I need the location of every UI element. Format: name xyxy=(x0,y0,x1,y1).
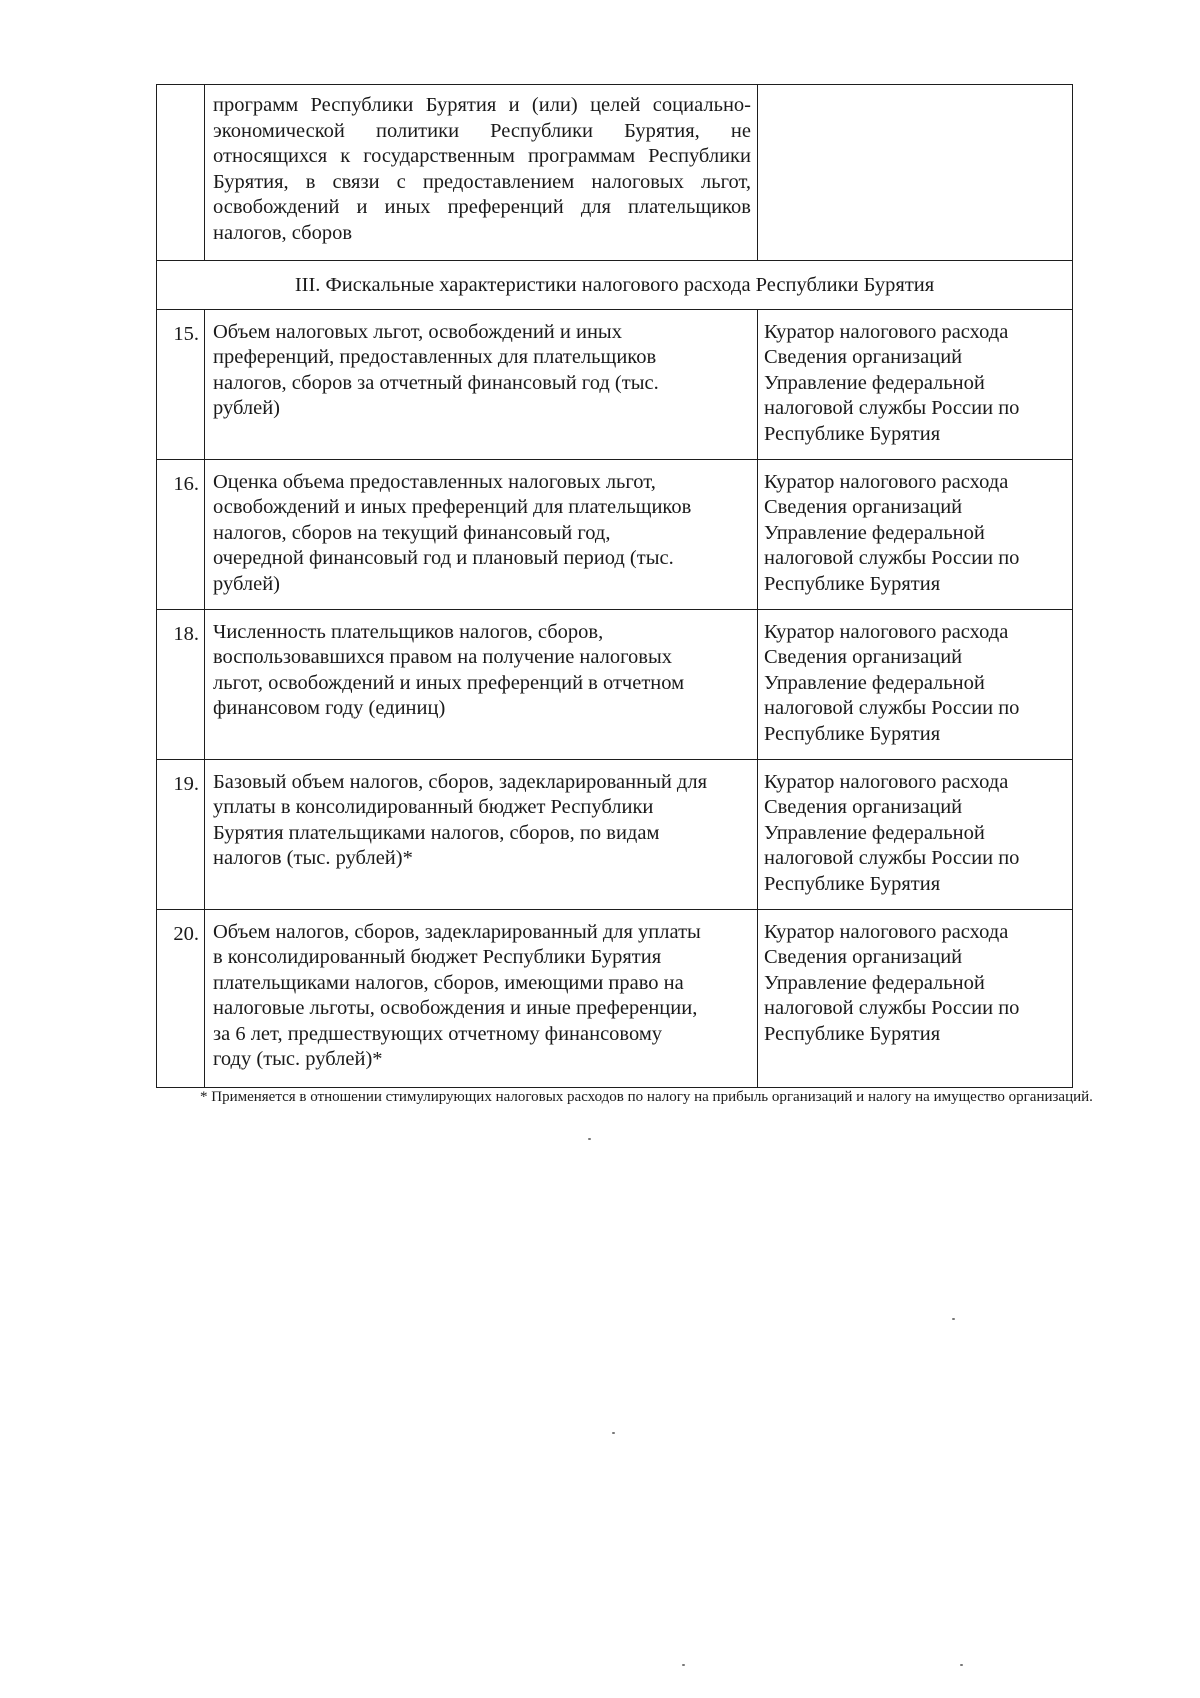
text-line: налоговой службы России по xyxy=(764,547,1020,569)
section-header-row xyxy=(157,261,1073,310)
text-line: налоговой службы России по xyxy=(764,997,1020,1019)
text-line: налоговые льготы, освобождения и иные преференции, xyxy=(213,997,698,1019)
scan-speck xyxy=(612,1432,615,1434)
text-line: в консолидированный бюджет Республики Бурятия xyxy=(213,946,662,968)
text-line: Оценка объема предоставленных налоговых льгот, xyxy=(213,470,656,493)
text-line: налоговой службы России по xyxy=(764,697,1020,719)
text-line: Сведения организаций xyxy=(764,946,963,968)
text-line: Республике Бурятия xyxy=(764,572,941,595)
footnote: * Применяется в отношении стимулирующих налоговых расходов по налогу на прибыль организаций и налогу на имущество организаций. xyxy=(200,1089,1093,1105)
data-source xyxy=(758,85,1073,261)
text-line: Куратор налогового расхода xyxy=(764,320,1009,343)
data-source xyxy=(758,309,1073,459)
tax-expenditure-table xyxy=(156,84,1073,1088)
text-line: Управление федеральной xyxy=(764,521,985,544)
table-row-continuation xyxy=(157,85,1073,261)
text-line: году (тыс. рублей)* xyxy=(213,1048,383,1070)
text-line: Бурятия плательщиками налогов, сборов, по видам xyxy=(213,821,660,844)
indicator-name: программ Республики Бурятия и (или) целей социально-экономической политики Республики Бурятия, не относящихся к государственным программам Республики Бурятия, в связи с предоставлением налоговых льгот, освобождений и иных преференций для плательщиков налогов, сборов xyxy=(205,85,758,261)
indicator-name xyxy=(205,759,758,909)
text-line: финансовом году (единиц) xyxy=(213,697,446,719)
text-line: льгот, освобождений и иных преференций в отчетном xyxy=(213,671,685,694)
text-line: плательщиками налогов, сборов, имеющими право на xyxy=(213,971,684,994)
indicator-name xyxy=(205,309,758,459)
row-number: 20. xyxy=(157,909,205,1087)
text-line: Сведения организаций xyxy=(764,796,963,818)
text-line: Сведения организаций xyxy=(764,496,963,518)
indicator-name xyxy=(205,909,758,1087)
data-source xyxy=(758,909,1073,1087)
text-line: Объем налоговых льгот, освобождений и иных xyxy=(213,320,622,343)
text-line: Управление федеральной xyxy=(764,821,985,844)
scan-speck xyxy=(952,1318,955,1320)
table-row xyxy=(157,759,1073,909)
text-line: налоговой службы России по xyxy=(764,397,1020,419)
text-line: преференций, предоставленных для плательщиков xyxy=(213,346,657,368)
text-line: Куратор налогового расхода xyxy=(764,920,1009,943)
text-line: налогов (тыс. рублей)* xyxy=(213,847,413,869)
table-row xyxy=(157,459,1073,609)
scan-speck xyxy=(588,1138,591,1140)
row-number: 16. xyxy=(157,459,205,609)
text-line: налоговой службы России по xyxy=(764,847,1020,869)
table-row xyxy=(157,909,1073,1087)
text-line: Сведения организаций xyxy=(764,346,963,368)
text-line: налогов, сборов за отчетный финансовый год (тыс. xyxy=(213,371,659,394)
text-line: Управление федеральной xyxy=(764,671,985,694)
text-line: рублей) xyxy=(213,397,281,419)
text-line: Базовый объем налогов, сборов, задекларированный для xyxy=(213,770,708,793)
text-line: Куратор налогового расхода xyxy=(764,620,1009,643)
text-line: Объем налогов, сборов, задекларированный для уплаты xyxy=(213,920,701,943)
text-line: Управление федеральной xyxy=(764,371,985,394)
table-row xyxy=(157,309,1073,459)
row-number: 19. xyxy=(157,759,205,909)
text-line: уплаты в консолидированный бюджет Республики xyxy=(213,796,654,818)
text-line: Численность плательщиков налогов, сборов, xyxy=(213,620,604,643)
text-line: Республике Бурятия xyxy=(764,722,941,745)
data-source xyxy=(758,459,1073,609)
row-number: 15. xyxy=(157,309,205,459)
indicator-name xyxy=(205,459,758,609)
text-line: Куратор налогового расхода xyxy=(764,770,1009,793)
text-line: Республике Бурятия xyxy=(764,872,941,895)
text-line: рублей) xyxy=(213,572,281,595)
text-line: за 6 лет, предшествующих отчетному финансовому xyxy=(213,1022,663,1045)
row-number xyxy=(157,85,205,261)
text-line: Республике Бурятия xyxy=(764,422,941,445)
text-line: очередной финансовый год и плановый период (тыс. xyxy=(213,547,674,569)
section-header: III. Фискальные характеристики налогового расхода Республики Бурятия xyxy=(157,261,1073,310)
text-line: налогов, сборов на текущий финансовый год, xyxy=(213,521,611,544)
data-source xyxy=(758,759,1073,909)
scan-speck xyxy=(960,1664,963,1666)
scan-speck xyxy=(682,1664,685,1666)
text-line: Сведения организаций xyxy=(764,646,963,668)
row-number: 18. xyxy=(157,609,205,759)
text-line: воспользовавшихся правом на получение налоговых xyxy=(213,646,673,668)
table-row xyxy=(157,609,1073,759)
indicator-name xyxy=(205,609,758,759)
data-source xyxy=(758,609,1073,759)
text-line: Куратор налогового расхода xyxy=(764,470,1009,493)
text-line: Управление федеральной xyxy=(764,971,985,994)
text-line: Республике Бурятия xyxy=(764,1022,941,1045)
text-line: освобождений и иных преференций для плательщиков xyxy=(213,496,692,518)
